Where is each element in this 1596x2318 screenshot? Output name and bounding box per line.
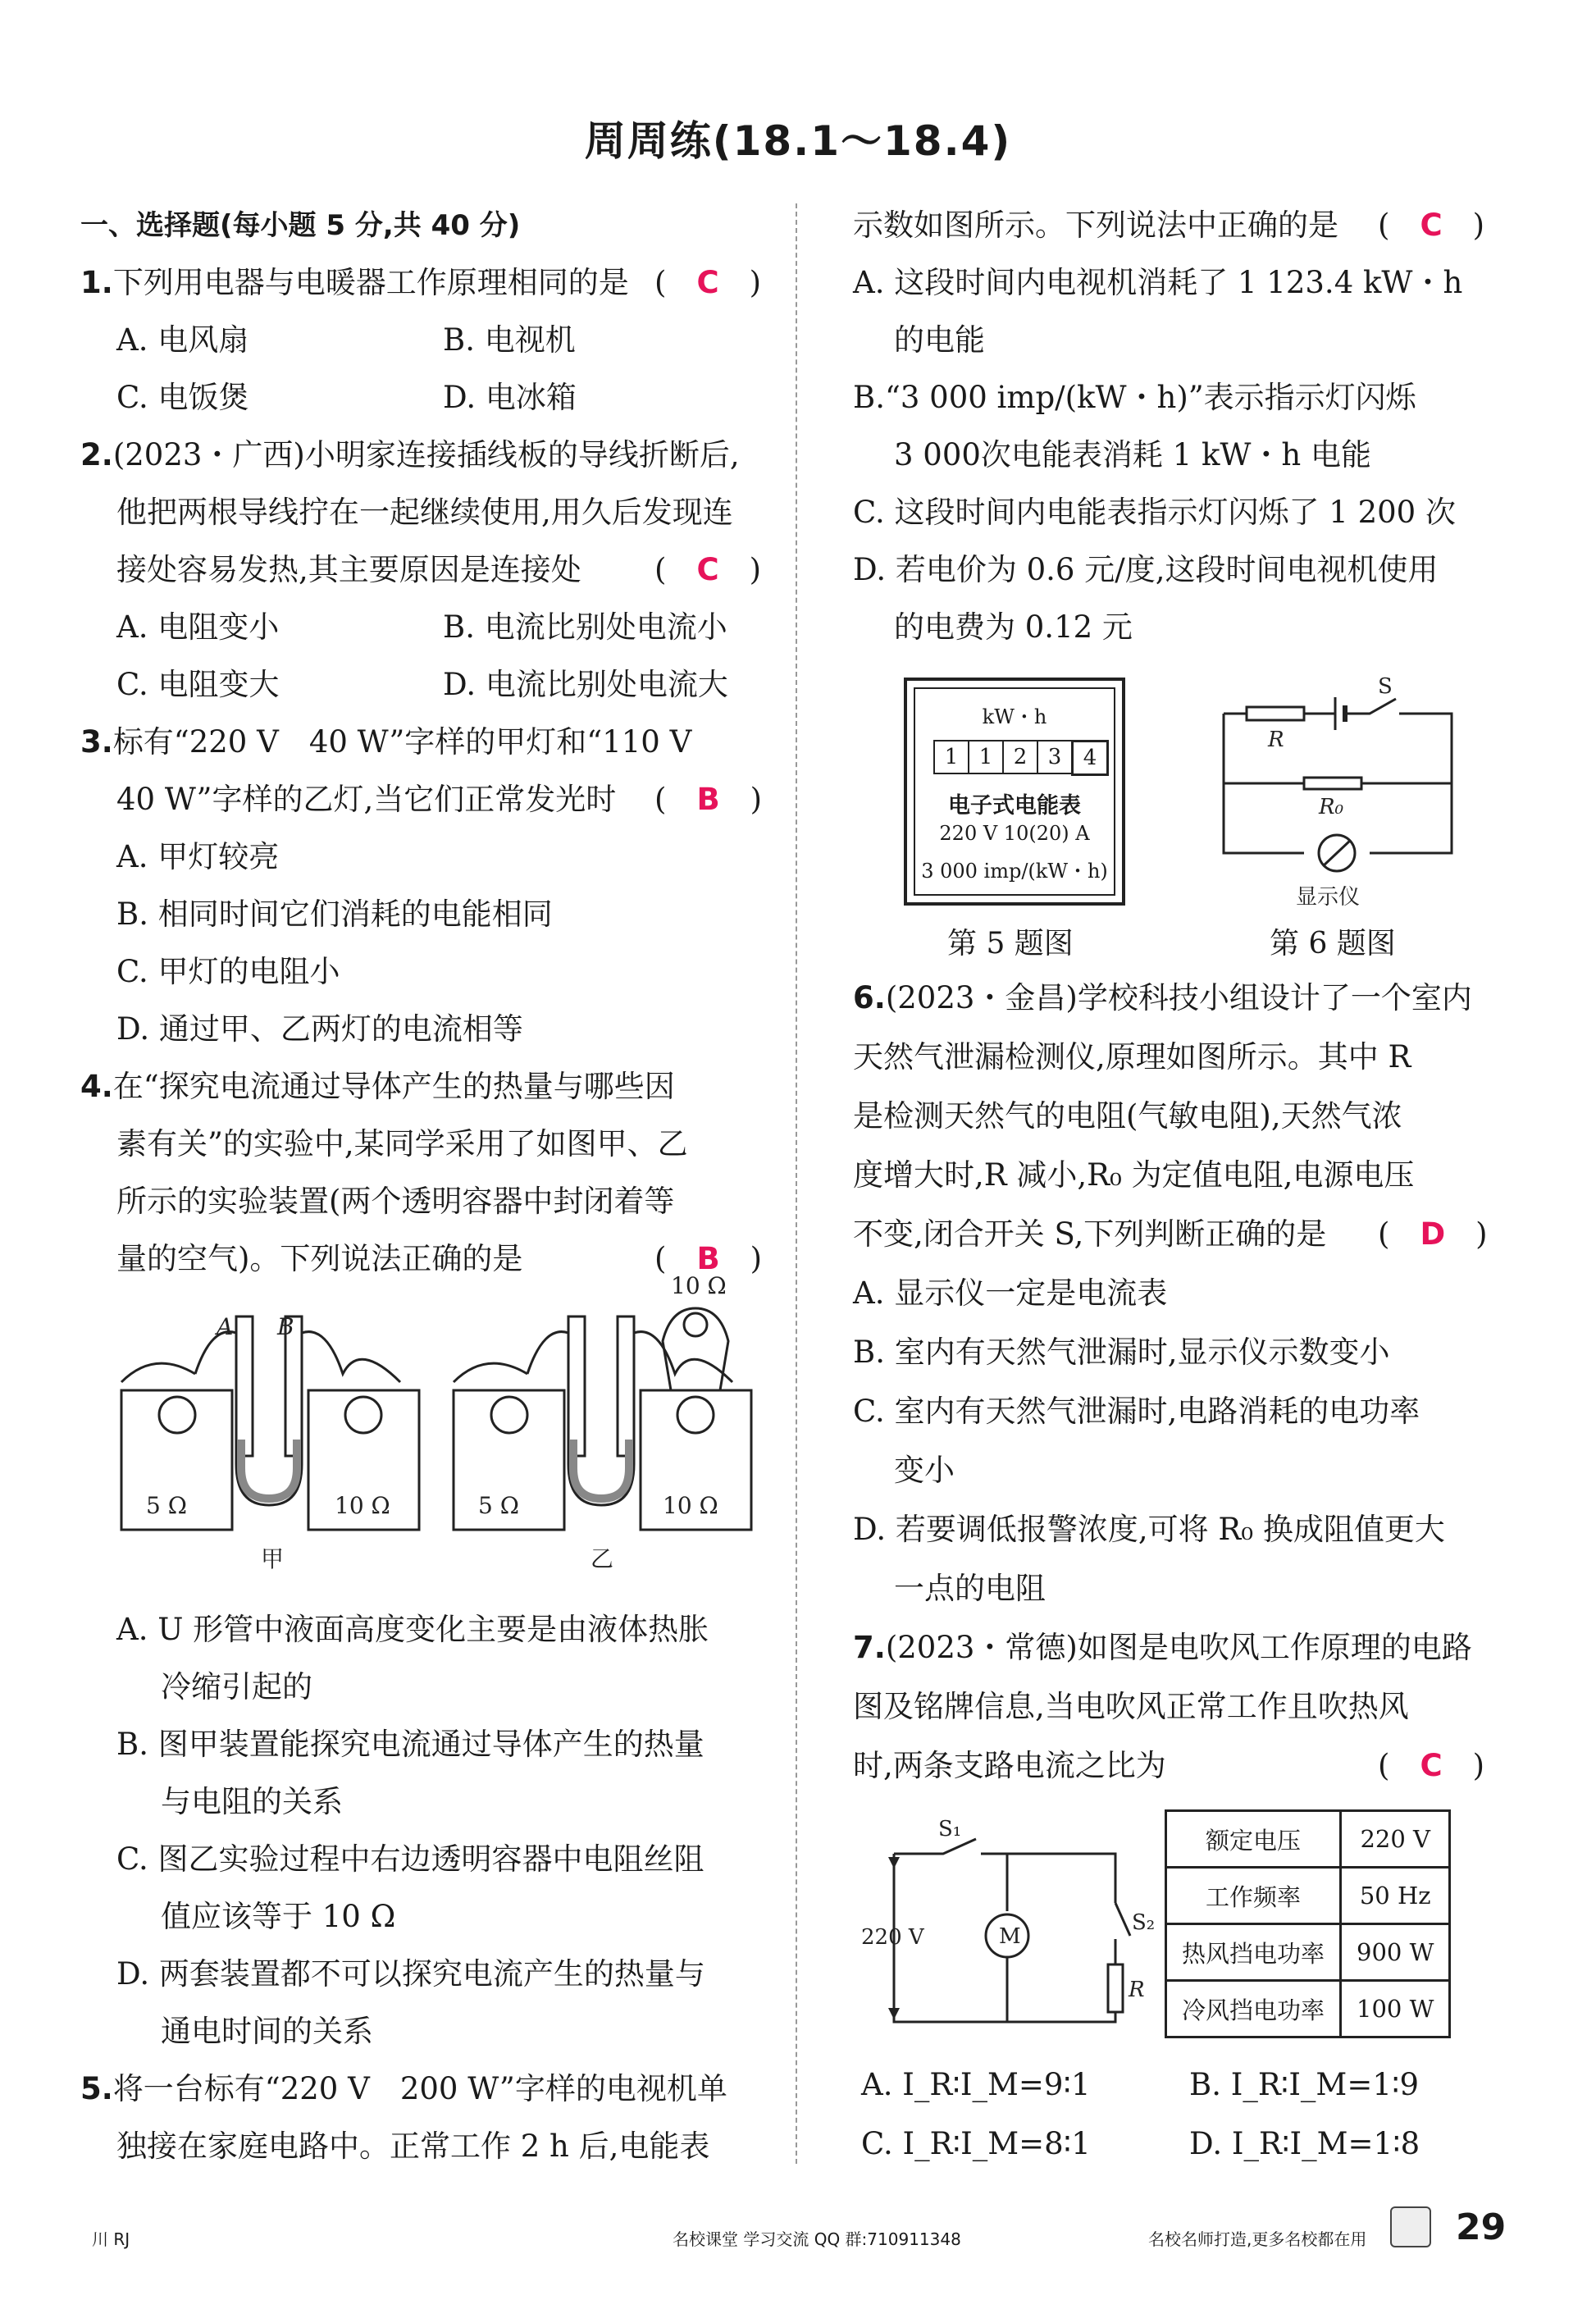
page-title: 周周练(18.1～18.4) <box>584 117 1012 165</box>
fig4-r10-top: 10 Ω <box>671 1272 727 1299</box>
meter-name: 电子式电能表 <box>948 793 1081 819</box>
q4-answer: ( B ) <box>654 1241 763 1276</box>
q4-option-a-2: 冷缩引起的 <box>161 1669 312 1704</box>
q3-option-d: D. 通过甲、乙两灯的电流相等 <box>116 1011 523 1047</box>
q2-stem-1: 2.(2023・广西)小明家连接插线板的导线折断后, <box>80 437 740 472</box>
q2-option-b: B. 电流比别处电流小 <box>443 609 727 645</box>
fig4-label-yi: 乙 <box>591 1545 614 1572</box>
q5-option-b-2: 3 000次电能表消耗 1 kW・h 电能 <box>894 437 1372 472</box>
svg-text:A: A <box>217 1313 234 1340</box>
q6-option-b: B. 室内有天然气泄漏时,显示仪示数变小 <box>853 1335 1390 1370</box>
q4-option-b-1: B. 图甲装置能探究电流通过导体产生的热量 <box>116 1727 705 1762</box>
q6-option-d-1: D. 若要调低报警浓度,可将 R₀ 换成阻值更大 <box>853 1512 1445 1547</box>
q5-stem-1: 5.将一台标有“220 V 200 W”字样的电视机单 <box>80 2071 727 2106</box>
q5-option-c: C. 这段时间内电能表指示灯闪烁了 1 200 次 <box>853 495 1456 530</box>
table-row <box>1166 1981 1450 2037</box>
q7-option-c: C. I_R∶I_M=8∶1 <box>861 2126 1091 2161</box>
q5-answer: ( C ) <box>1378 208 1485 243</box>
q3-option-b: B. 相同时间它们消耗的电能相同 <box>116 897 553 932</box>
q6-option-c-1: C. 室内有天然气泄漏时,电路消耗的电功率 <box>853 1394 1420 1429</box>
nameplate-table <box>1165 1809 1451 2038</box>
q7-circuit <box>861 1817 1156 2034</box>
q1-answer: ( C ) <box>654 265 762 300</box>
meter-digit: 1 <box>968 740 1004 774</box>
q1-stem: 1.下列用电器与电暖器工作原理相同的是 <box>80 265 629 300</box>
q5-option-a-1: A. 这段时间内电视机消耗了 1 123.4 kW・h <box>853 265 1463 300</box>
fig4-r10-left: 10 Ω <box>335 1492 390 1519</box>
q4-stem-4: 量的空气)。下列说法正确的是 <box>116 1241 523 1276</box>
nameplate-value: 50 Hz <box>1341 1868 1450 1924</box>
table-row <box>1166 1811 1450 1868</box>
fig7-s1-label: S₁ <box>938 1817 962 1841</box>
meter-digit: 1 <box>933 740 969 774</box>
q4-option-d-1: D. 两套装置都不可以探究电流产生的热量与 <box>116 1956 705 1992</box>
q4-figure <box>113 1272 761 1636</box>
q3-option-a: A. 甲灯较亮 <box>116 839 280 874</box>
q4-option-d-2: 通电时间的关系 <box>161 2014 373 2049</box>
q4-option-b-2: 与电阻的关系 <box>161 1784 343 1819</box>
electricity-meter <box>904 678 1125 906</box>
fig4-r5-right: 5 Ω <box>478 1492 519 1519</box>
q3-stem-1: 3.标有“220 V 40 W”字样的甲灯和“110 V <box>80 724 692 760</box>
q4-option-c-1: C. 图乙实验过程中右边透明容器中电阻丝阻 <box>116 1841 705 1877</box>
q6-option-a: A. 显示仪一定是电流表 <box>853 1275 1168 1311</box>
table-row <box>1166 1924 1450 1981</box>
q1-option-c: C. 电饭煲 <box>116 380 249 415</box>
q2-answer: ( C ) <box>654 552 762 587</box>
q2-stem-3: 接处容易发热,其主要原因是连接处 <box>116 552 581 587</box>
q7-stem-1: 7.(2023・常德)如图是电吹风工作原理的电路 <box>853 1630 1472 1665</box>
fig6-switch-label: S <box>1378 674 1393 699</box>
q7-stem-2: 图及铭牌信息,当电吹风正常工作且吹热风 <box>853 1689 1409 1724</box>
q5-stem-3: 示数如图所示。下列说法中正确的是 <box>853 208 1338 243</box>
q3-stem-2: 40 W”字样的乙灯,当它们正常发光时 <box>116 782 617 817</box>
meter-unit: kW・h <box>982 705 1047 728</box>
q6-answer: ( D ) <box>1378 1216 1488 1252</box>
fig4-r10-right: 10 Ω <box>663 1492 718 1519</box>
q5-option-d-1: D. 若电价为 0.6 元/度,这段时间电视机使用 <box>853 552 1439 587</box>
meter-digit: 4 <box>1071 740 1109 776</box>
meter-rating: 220 V 10(20) A <box>939 822 1090 845</box>
q2-option-c: C. 电阻变大 <box>116 667 280 702</box>
footer-slogan: 名校名师打造,更多名校都在用 <box>1148 2229 1367 2249</box>
nameplate-value: 220 V <box>1341 1811 1450 1868</box>
nameplate-key: 冷风挡电功率 <box>1166 1981 1341 2037</box>
q6-option-c-2: 变小 <box>894 1453 955 1488</box>
meter-digit: 2 <box>1002 740 1038 774</box>
fig6-r0-label: R₀ <box>1319 795 1343 819</box>
q6-circuit <box>1214 673 1460 910</box>
fig7-voltage-label: 220 V <box>861 1925 924 1950</box>
q7-option-b: B. I_R∶I_M=1∶9 <box>1189 2067 1420 2102</box>
q4-stem-3: 所示的实验装置(两个透明容器中封闭着等 <box>116 1184 675 1219</box>
footer-qq: 名校课堂 学习交流 QQ 群:710911348 <box>673 2229 961 2249</box>
q7-option-a: A. I_R∶I_M=9∶1 <box>861 2067 1091 2102</box>
q6-stem-5: 不变,闭合开关 S,下列判断正确的是 <box>853 1216 1327 1252</box>
page-number: 29 <box>1456 2206 1507 2248</box>
nameplate-value: 900 W <box>1341 1924 1450 1981</box>
q6-figure-caption: 第 6 题图 <box>1270 927 1396 961</box>
fig7-motor-label: M <box>999 1924 1021 1949</box>
nameplate-value: 100 W <box>1341 1981 1450 2037</box>
q4-stem-2: 素有关”的实验中,某同学采用了如图甲、乙 <box>116 1126 688 1161</box>
q3-answer: ( B ) <box>654 782 763 817</box>
q1-option-b: B. 电视机 <box>443 322 576 358</box>
q4-option-c-2: 值应该等于 10 Ω <box>161 1899 396 1934</box>
q5-option-b-1: B.“3 000 imp/(kW・h)”表示指示灯闪烁 <box>853 380 1416 415</box>
q6-option-d-2: 一点的电阻 <box>894 1571 1046 1606</box>
q5-stem-2: 独接在家庭电路中。正常工作 2 h 后,电能表 <box>116 2129 710 2164</box>
footer-edition: 川 RJ <box>92 2229 130 2249</box>
meter-imp: 3 000 imp/(kW・h) <box>921 860 1108 883</box>
fig4-r5-left: 5 Ω <box>146 1492 187 1519</box>
meter-digits <box>933 740 1107 776</box>
q3-option-c: C. 甲灯的电阻小 <box>116 954 340 989</box>
fig6-r-label: R <box>1268 728 1284 752</box>
q7-option-d: D. I_R∶I_M=1∶8 <box>1189 2126 1420 2161</box>
q5-option-a-2: 的电能 <box>894 322 985 358</box>
table-row <box>1166 1868 1450 1924</box>
fig4-label-jia: 甲 <box>261 1545 285 1572</box>
section-heading: 一、选择题(每小题 5 分,共 40 分) <box>80 209 521 242</box>
column-divider <box>796 203 799 2164</box>
q2-option-a: A. 电阻变小 <box>116 609 280 645</box>
q6-stem-1: 6.(2023・金昌)学校科技小组设计了一个室内 <box>853 980 1472 1015</box>
q1-option-d: D. 电冰箱 <box>443 380 577 415</box>
q7-answer: ( C ) <box>1378 1748 1485 1783</box>
fig7-r-label: R <box>1129 1978 1145 2002</box>
meter-digit: 3 <box>1037 740 1073 774</box>
q4-option-a-1: A. U 形管中液面高度变化主要是由液体热胀 <box>116 1612 709 1647</box>
q6-stem-4: 度增大时,R 减小,R₀ 为定值电阻,电源电压 <box>853 1157 1415 1193</box>
q6-stem-2: 天然气泄漏检测仪,原理如图所示。其中 R <box>853 1039 1411 1075</box>
fig7-s2-label: S₂ <box>1132 1910 1156 1935</box>
q7-stem-3: 时,两条支路电流之比为 <box>853 1748 1166 1783</box>
nameplate-key: 工作频率 <box>1166 1868 1341 1924</box>
q2-stem-2: 他把两根导线拧在一起继续使用,用久后发现连 <box>116 495 733 530</box>
nameplate-key: 热风挡电功率 <box>1166 1924 1341 1981</box>
q5-option-d-2: 的电费为 0.12 元 <box>894 609 1133 645</box>
q4-stem-1: 4.在“探究电流通过导体产生的热量与哪些因 <box>80 1069 675 1104</box>
fig6-display-label: 显示仪 <box>1296 885 1361 910</box>
q1-option-a: A. 电风扇 <box>116 322 249 358</box>
q2-option-d: D. 电流比别处电流大 <box>443 667 728 702</box>
q5-figure-caption: 第 5 题图 <box>947 927 1074 961</box>
q6-stem-3: 是检测天然气的电阻(气敏电阻),天然气浓 <box>853 1098 1402 1134</box>
svg-text:B: B <box>277 1313 294 1340</box>
nameplate-key: 额定电压 <box>1166 1811 1341 1868</box>
footer-logo-icon <box>1390 2206 1431 2247</box>
